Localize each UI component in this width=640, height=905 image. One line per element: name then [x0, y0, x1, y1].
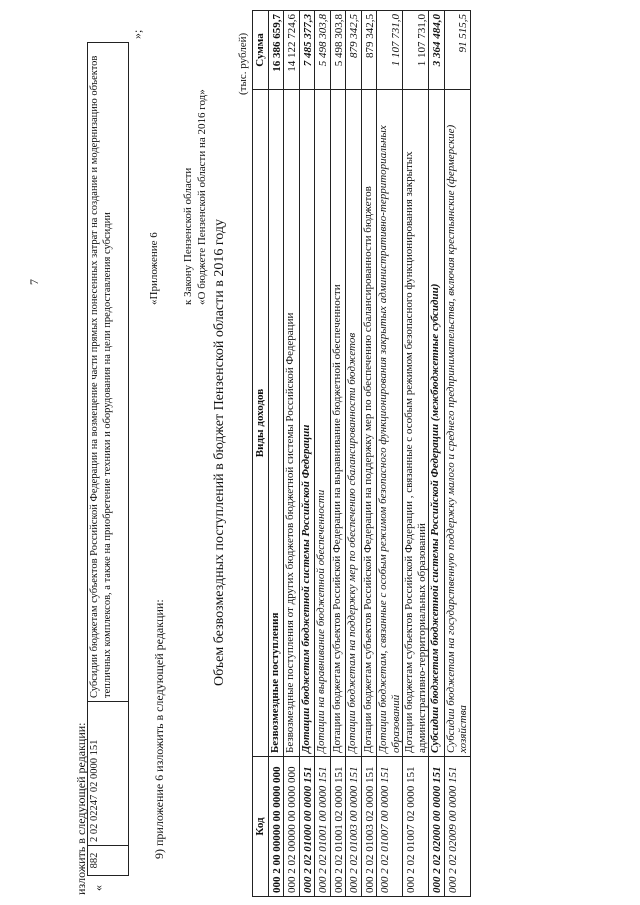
row-code: 000 2 02 02000 00 0000 151 [429, 757, 445, 897]
unit-label: (тыс. рублей) [237, 32, 249, 95]
table-row [361, 11, 377, 897]
table-row [299, 11, 315, 897]
page-number: 7 [27, 279, 41, 285]
row-name: Дотации бюджетам субъектов Российской Федерации на выравнивание бюджетной обеспеченности [330, 90, 346, 757]
row-name: Дотации бюджетам бюджетной системы Российской Федерации [299, 90, 315, 757]
table-title: Объем безвозмездных поступлений в бюджет Пензенской области в 2016 году [212, 219, 227, 686]
appendix-line-3: «О бюджете Пензенской области на 2016 год» [196, 89, 208, 305]
header-row [253, 11, 269, 897]
row-code: 000 2 02 01000 00 0000 151 [299, 757, 315, 897]
row-code: 000 2 02 01007 00 0000 151 [377, 757, 403, 897]
table-row [429, 11, 445, 897]
amendment-row [88, 43, 129, 876]
col-name-header: Виды доходов [253, 90, 269, 757]
row-name: Безвозмездные поступления [268, 90, 284, 757]
row-name: Дотации бюджетам субъектов Российской Федерации , связанные с особым режимом безопасного функционирования закрытых административно-территориальных образований [403, 90, 429, 757]
revenue-table [252, 10, 471, 897]
row-amount: 1 107 731,0 [377, 11, 403, 90]
col-amount-header: Сумма [253, 11, 269, 90]
row-amount: 5 498 303,8 [330, 11, 346, 90]
row-name: Безвозмездные поступления от других бюджетов бюджетной системы Российской Федерации [284, 90, 300, 757]
quote-close: »; [130, 29, 144, 39]
table-row [284, 11, 300, 897]
row-name: Дотации на выравнивание бюджетной обеспеченности [315, 90, 331, 757]
col-code-header: Код [253, 757, 269, 897]
row-name: Дотации бюджетам, связанные с особым режимом безопасного функционирования закрытых административно-территориальных образований [377, 90, 403, 757]
row-name: Дотации бюджетам на поддержку мер по обеспечению сбалансированности бюджетов [346, 90, 362, 757]
amend-code: 2 02 02247 02 0000 151 [88, 702, 129, 846]
table-row [268, 11, 284, 897]
table-row [444, 11, 470, 897]
amend-admin: 882 [88, 846, 129, 876]
row-name: Субсидии бюджетам на государственную поддержку малого и среднего предпринимательства, включая крестьянские (фермерские) хозяйства [444, 90, 470, 757]
row-amount: 1 107 731,0 [403, 11, 429, 90]
row-amount: 5 498 303,8 [315, 11, 331, 90]
row-code: 000 2 02 01003 02 0000 151 [361, 757, 377, 897]
row-amount: 16 386 659,7 [268, 11, 284, 90]
table-row [403, 11, 429, 897]
row-code: 000 2 02 01003 00 0000 151 [346, 757, 362, 897]
amendment-table [87, 42, 129, 876]
table-row [315, 11, 331, 897]
amend-text: Субсидии бюджетам субъектов Российской Федерации на возмещение части прямых понесенных затрат на создание и модернизацию объектов тепличных комплексов, а также на приобретение техники и оборудования на цели предоставления субсидии [88, 43, 129, 702]
row-amount: 7 485 377,3 [299, 11, 315, 90]
row-code: 000 2 02 02009 00 0000 151 [444, 757, 470, 897]
row-amount: 14 122 724,6 [284, 11, 300, 90]
appendix-line-2: к Закону Пензенской области [182, 167, 194, 305]
row-amount: 91 515,5 [444, 11, 470, 90]
table-row [330, 11, 346, 897]
row-name: Субсидии бюджетам бюджетной системы Российской Федерации (межбюджетные субсидии) [429, 90, 445, 757]
row-code: 000 2 02 01001 02 0000 151 [330, 757, 346, 897]
row-amount: 3 364 484,0 [429, 11, 445, 90]
row-amount: 879 342,5 [346, 11, 362, 90]
row-amount: 879 342,5 [361, 11, 377, 90]
row-code: 000 2 00 00000 00 0000 000 [268, 757, 284, 897]
instruction-text: 9) приложение 6 изложить в следующей редакции: [152, 599, 166, 859]
lead-text: изложить в следующей редакции: [74, 722, 88, 895]
row-code: 000 2 02 00000 00 0000 000 [284, 757, 300, 897]
row-code: 000 2 02 01001 00 0000 151 [315, 757, 331, 897]
appendix-line-1: «Приложение 6 [148, 232, 160, 305]
quote-open: « [91, 885, 105, 891]
table-row [377, 11, 403, 897]
row-code: 000 2 02 01007 02 0000 151 [403, 757, 429, 897]
table-row [346, 11, 362, 897]
row-name: Дотации бюджетам субъектов Российской Федерации на поддержку мер по обеспечению сбалансированности бюджетов [361, 90, 377, 757]
